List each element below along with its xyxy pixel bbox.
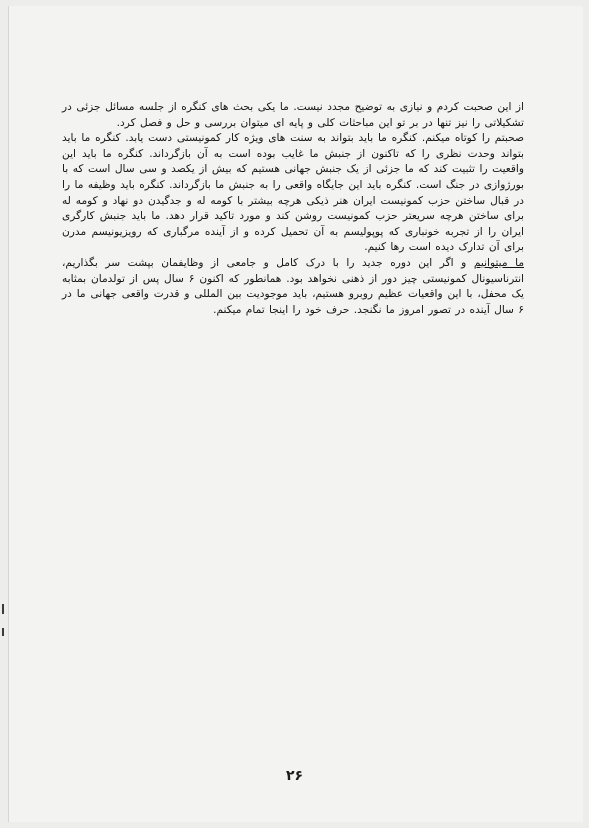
paragraph-3-rest: و اگر این دوره جدید را با درک کامل و جامعی از وظایفمان بپشت سر بگذاریم، انترناسیونال کمونیستی چیز دور از ذهنی نخواهد بود. همانطور که اکنون ۶ سال پس از تولدمان بمثابه یک محفل، با این واقعیات عظیم روبرو هستیم، باید موجودیت بین المللی و قدرت واقعی جهانی ما در ۶ سال آینده در تصور امروز ما نگنجد. حرف خود را اینجا تمام میکنم. — [62, 256, 525, 316]
edge-mark — [2, 628, 4, 636]
paragraph-1: از این صحبت کردم و نیازی به توضیح مجدد نیست. ما یکی بحث های کنگره از جلسه مسائل جزئی در تشکیلاتی را نیز تنها در بر تو این مباحثات کلی و پایه ای میتوان بررسی و حل و فصل کرد. — [62, 101, 524, 129]
paragraph-2: صحبتم را کوتاه میکنم. کنگره ما باید بتواند به سنت های ویژه کار کمونیستی دست یابد. کنگره ما باید بتواند وحدت نظری را که تاکنون از جنبش ما غایب بوده است به آن بازگرداند. کنگره ما باید این واقعیت را تثبیت کند که ما جزئی از یک جنبش جهانی هستیم که بیش از یکصد و سی سال است که با بورژوازی در جنگ است. کنگره باید این جایگاه واقعی را به جنبش ما بازگرداند. کنگره باید وظیفه ما را در قبال ساختن حزب کمونیست ایران هنر ذیکی هرچه بیشتر با کومه له و جدگیدن دو نهاد و کومه له برای ساختن هرچه سریعتر حزب کمونیست روشن کند و مورد تاکید قرار دهد. ما باید جنبش کارگری ایران را از تجربه خونباری که پوپولیسم به آن تحمیل کرده و از آینده مرگباری که رویزیونیسم مدرن برای آن تدارک دیده است رها کنیم. — [62, 132, 524, 254]
edge-mark — [2, 604, 4, 614]
underlined-phrase: ما میتوانیم — [473, 256, 525, 269]
page-number: ۲۶ — [285, 768, 304, 784]
paragraph-3 — [62, 256, 524, 318]
body-text — [62, 100, 524, 318]
